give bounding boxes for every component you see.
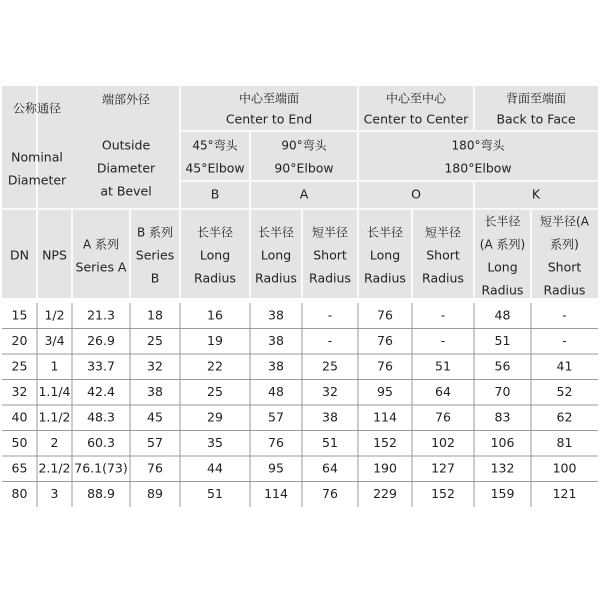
table-cell: 42.4 xyxy=(87,383,115,399)
table-cell: 51 xyxy=(494,332,511,348)
table-cell: - xyxy=(562,307,567,323)
table-row xyxy=(12,307,567,322)
table-cell: 89 xyxy=(147,485,163,501)
elbow-90-label-zh: 90°弯头 xyxy=(281,138,327,153)
table-cell: 32 xyxy=(147,358,163,374)
table-cell: 16 xyxy=(207,307,223,323)
table-row xyxy=(12,486,577,501)
series-b-header: B 系列 xyxy=(136,225,174,240)
table-cell: 32 xyxy=(11,383,28,399)
table-cell: 1.1/2 xyxy=(38,409,71,425)
long-radius-header: 长半径 xyxy=(257,225,295,240)
table-cell: - xyxy=(327,332,333,348)
short-radius-header: Radius xyxy=(309,270,351,286)
table-cell: 159 xyxy=(490,485,515,501)
long-radius-k-header: Long xyxy=(487,259,518,275)
table-cell: 44 xyxy=(207,460,223,476)
table-cell: 121 xyxy=(552,485,577,501)
table-cell: - xyxy=(440,307,446,323)
table-cell: 83 xyxy=(494,409,511,425)
table-cell: 56 xyxy=(494,358,511,374)
table-cell: 52 xyxy=(556,383,573,399)
table-cell: 35 xyxy=(207,434,223,450)
table-cell: 70 xyxy=(494,383,511,399)
table-cell: 95 xyxy=(268,460,284,476)
table-cell: 18 xyxy=(147,307,163,323)
table-cell: 25 xyxy=(147,332,163,348)
table-cell: 38 xyxy=(322,409,338,425)
table-cell: 76 xyxy=(377,358,393,374)
elbow-45-label: 45°Elbow xyxy=(185,160,245,176)
long-radius-k-header: Radius xyxy=(481,282,524,298)
table-cell: 50 xyxy=(11,434,28,450)
table-cell: 48 xyxy=(268,383,284,399)
table-cell: 1.1/4 xyxy=(38,383,71,399)
long-radius-header: 长半径 xyxy=(366,225,404,240)
table-cell: 1/2 xyxy=(44,307,65,323)
table-row xyxy=(12,384,573,399)
nominal-diameter-label: Nominal xyxy=(11,149,63,165)
long-radius-header: Long xyxy=(260,247,292,263)
outside-diameter-label: at Bevel xyxy=(100,183,152,199)
table-cell: 26.9 xyxy=(87,332,115,348)
back-to-face-label-zh: 背面至端面 xyxy=(505,91,567,106)
table-cell: 2 xyxy=(50,434,59,450)
table-cell: 152 xyxy=(431,485,455,501)
short-radius-k-header: 短半径(A xyxy=(540,214,589,229)
table-cell: 76 xyxy=(377,332,393,348)
long-radius-k-header: 长半径 xyxy=(484,214,521,229)
elbow-180-label: 180°Elbow xyxy=(444,160,512,176)
long-radius-k-header: (A 系列) xyxy=(479,237,526,252)
table-cell: 60.3 xyxy=(87,434,115,450)
table-cell: 32 xyxy=(322,383,338,399)
table-cell: 25 xyxy=(11,358,28,374)
table-cell: 3 xyxy=(50,485,59,501)
long-radius-header: Long xyxy=(199,247,231,263)
back-to-face-label: Back to Face xyxy=(496,111,576,127)
nominal-diameter-label: Diameter xyxy=(7,172,67,188)
short-radius-header: 短半径 xyxy=(311,225,349,240)
long-radius-header: 长半径 xyxy=(196,225,234,240)
table-cell: 51 xyxy=(435,358,451,374)
elbow-180-label-zh: 180°弯头 xyxy=(451,138,505,153)
center-to-end-label: Center to End xyxy=(225,111,313,127)
table-cell: 1 xyxy=(50,358,59,374)
dimension-b-label: B xyxy=(210,186,220,202)
table-cell: 3/4 xyxy=(44,332,65,348)
table-cell: 40 xyxy=(11,409,28,425)
table-cell: 114 xyxy=(373,409,397,425)
long-radius-header: Radius xyxy=(364,270,406,286)
nps-column-header: NPS xyxy=(42,247,67,263)
table-cell: 76 xyxy=(268,434,284,450)
table-cell: 51 xyxy=(322,434,338,450)
long-radius-header: Radius xyxy=(255,270,297,286)
outside-diameter-label-zh: 端部外径 xyxy=(101,92,151,107)
short-radius-k-header: Radius xyxy=(543,282,586,298)
table-cell: 21.3 xyxy=(87,307,115,323)
long-radius-header: Radius xyxy=(194,270,236,286)
table-cell: 20 xyxy=(11,332,28,348)
table-cell: - xyxy=(327,307,333,323)
table-cell: 80 xyxy=(11,485,28,501)
table-cell: 41 xyxy=(556,358,573,374)
table-cell: 38 xyxy=(147,383,163,399)
short-radius-header: Radius xyxy=(422,270,464,286)
table-cell: 15 xyxy=(11,307,28,323)
table-cell: 81 xyxy=(556,434,573,450)
table-cell: 25 xyxy=(322,358,338,374)
table-row xyxy=(12,358,573,373)
table-cell: 76 xyxy=(147,460,163,476)
dimension-k-label: K xyxy=(531,186,541,202)
table-cell: 48 xyxy=(494,307,511,323)
table-cell: 38 xyxy=(268,307,284,323)
center-to-center-label: Center to Center xyxy=(363,111,469,127)
dn-column-header: DN xyxy=(10,247,29,263)
table-row xyxy=(12,333,567,348)
table-cell: 76.1(73) xyxy=(74,460,128,476)
table-cell: 100 xyxy=(552,460,577,476)
table-cell: 64 xyxy=(435,383,451,399)
center-to-end-label-zh: 中心至端面 xyxy=(238,91,300,106)
table-cell: 2.1/2 xyxy=(38,460,71,476)
series-b-header: Series xyxy=(135,247,175,263)
table-cell: 106 xyxy=(490,434,515,450)
outside-diameter-label: Diameter xyxy=(96,160,156,176)
table-cell: 57 xyxy=(147,434,163,450)
table-cell: 38 xyxy=(268,358,284,374)
short-radius-header: 短半径 xyxy=(424,225,462,240)
short-radius-k-header: Short xyxy=(547,259,582,275)
table-cell: 114 xyxy=(264,485,288,501)
table-cell: 29 xyxy=(207,409,223,425)
long-radius-header: Long xyxy=(369,247,401,263)
series-a-header: Series A xyxy=(75,259,127,275)
table-cell: 64 xyxy=(322,460,338,476)
table-cell: 45 xyxy=(147,409,163,425)
table-cell: - xyxy=(562,332,567,348)
table-cell: 190 xyxy=(373,460,397,476)
table-cell: 62 xyxy=(556,409,573,425)
table-cell: 57 xyxy=(268,409,284,425)
table-row xyxy=(12,435,573,450)
table-cell: 229 xyxy=(373,485,397,501)
table-cell: 152 xyxy=(373,434,397,450)
table-cell: 19 xyxy=(207,332,223,348)
elbow-45-label-zh: 45°弯头 xyxy=(192,138,238,153)
outside-diameter-label: Outside xyxy=(101,137,151,153)
table-row xyxy=(12,409,573,424)
table-cell: 132 xyxy=(490,460,515,476)
dimension-o-label: O xyxy=(411,186,421,202)
table-row xyxy=(12,460,577,475)
series-b-header: B xyxy=(150,270,160,286)
elbow-90-label: 90°Elbow xyxy=(274,160,334,176)
table-cell: 102 xyxy=(431,434,455,450)
table-cell: 25 xyxy=(207,383,223,399)
short-radius-k-header: 系列) xyxy=(550,237,579,252)
dimension-a-label: A xyxy=(299,186,309,202)
table-cell: - xyxy=(440,332,446,348)
short-radius-header: Short xyxy=(313,247,347,263)
table-cell: 38 xyxy=(268,332,284,348)
short-radius-header: Short xyxy=(426,247,460,263)
table-cell: 76 xyxy=(322,485,338,501)
table-cell: 51 xyxy=(207,485,223,501)
series-a-header: A 系列 xyxy=(82,237,120,252)
table-cell: 88.9 xyxy=(87,485,115,501)
table-cell: 22 xyxy=(207,358,223,374)
table-cell: 127 xyxy=(431,460,455,476)
center-to-center-label-zh: 中心至中心 xyxy=(385,91,447,106)
table-cell: 76 xyxy=(377,307,393,323)
table-cell: 95 xyxy=(377,383,393,399)
table-cell: 76 xyxy=(435,409,451,425)
table-cell: 33.7 xyxy=(87,358,115,374)
table-cell: 48.3 xyxy=(87,409,115,425)
nominal-diameter-label-zh: 公称通径 xyxy=(12,101,62,116)
table-cell: 65 xyxy=(11,460,28,476)
